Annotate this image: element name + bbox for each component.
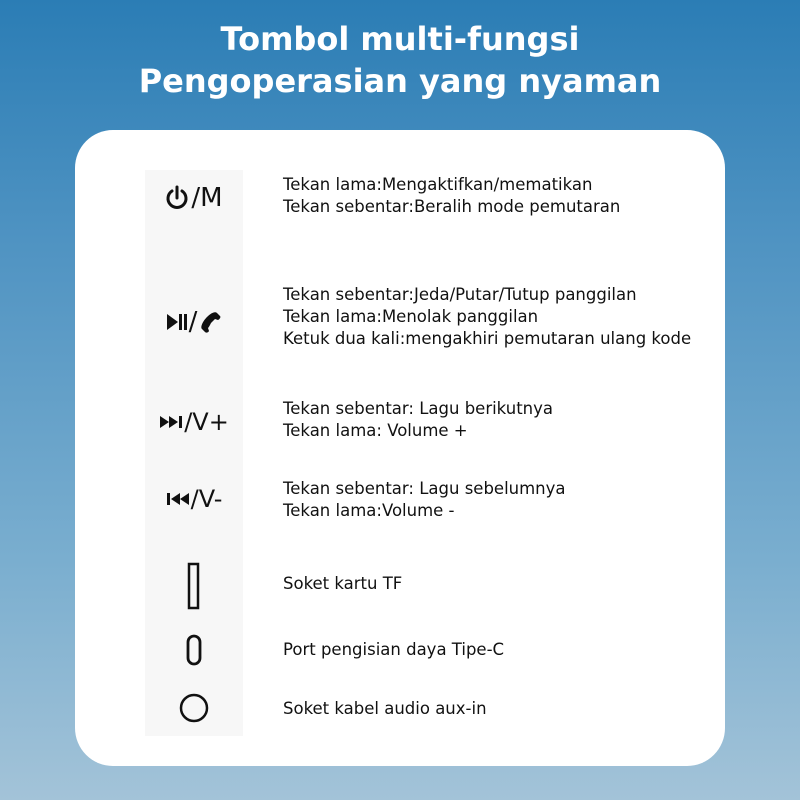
- row-usb-description: [283, 639, 713, 661]
- row-aux-description: [283, 698, 713, 720]
- row-text-line: Soket kabel audio aux-in: [283, 699, 487, 718]
- volume-down-label: /V-: [190, 485, 223, 513]
- tf-slot-shape: [187, 562, 201, 610]
- row-text-line: Tekan lama:Volume -: [283, 501, 455, 520]
- row-text-line: Tekan sebentar:Jeda/Putar/Tutup panggilan: [283, 285, 637, 304]
- heading-line-1: Tombol multi-fungsi: [220, 20, 580, 58]
- power-mode-icon: [145, 178, 243, 218]
- row-text-line: Tekan sebentar: Lagu berikutnya: [283, 399, 553, 418]
- heading-line-2: Pengoperasian yang nyaman: [138, 62, 662, 100]
- row-previous-description: [283, 478, 713, 522]
- row-text-line: Ketuk dua kali:mengakhiri pemutaran ulang kode: [283, 329, 692, 348]
- aux-in-jack-icon: [145, 690, 243, 726]
- row-text-line: Tekan sebentar: Lagu sebelumnya: [283, 479, 566, 498]
- row-text-line: Tekan sebentar:Beralih mode pemutaran: [283, 197, 621, 216]
- phone-icon: [198, 310, 222, 334]
- separator-slash: /: [188, 307, 198, 337]
- tf-card-slot-icon: [145, 560, 243, 612]
- next-track-icon: [159, 415, 183, 429]
- row-text-line: Tekan lama:Mengaktifkan/mematikan: [283, 175, 593, 194]
- usb-c-shape: [185, 634, 203, 666]
- power-icon: [165, 185, 189, 211]
- row-text-line: Soket kartu TF: [283, 574, 403, 593]
- row-power-description: [283, 174, 713, 218]
- row-text-line: Tekan lama:Menolak panggilan: [283, 307, 539, 326]
- volume-up-label: /V+: [184, 408, 229, 436]
- row-next-description: [283, 398, 713, 442]
- play-pause-phone-icon: [145, 302, 243, 342]
- row-play-description: [283, 284, 713, 350]
- row-text-line: Port pengisian daya Tipe-C: [283, 640, 505, 659]
- mode-label: /M: [191, 183, 223, 213]
- page-heading: [0, 18, 800, 102]
- usb-c-port-icon: [145, 632, 243, 668]
- row-tf-description: [283, 573, 713, 595]
- button-functions-card: [75, 130, 725, 766]
- previous-track-icon: [166, 492, 190, 506]
- next-volume-up-icon: [145, 402, 243, 442]
- aux-jack-shape: [178, 692, 210, 724]
- row-text-line: Tekan lama: Volume +: [283, 421, 468, 440]
- play-pause-icon: [166, 312, 188, 332]
- previous-volume-down-icon: [145, 479, 243, 519]
